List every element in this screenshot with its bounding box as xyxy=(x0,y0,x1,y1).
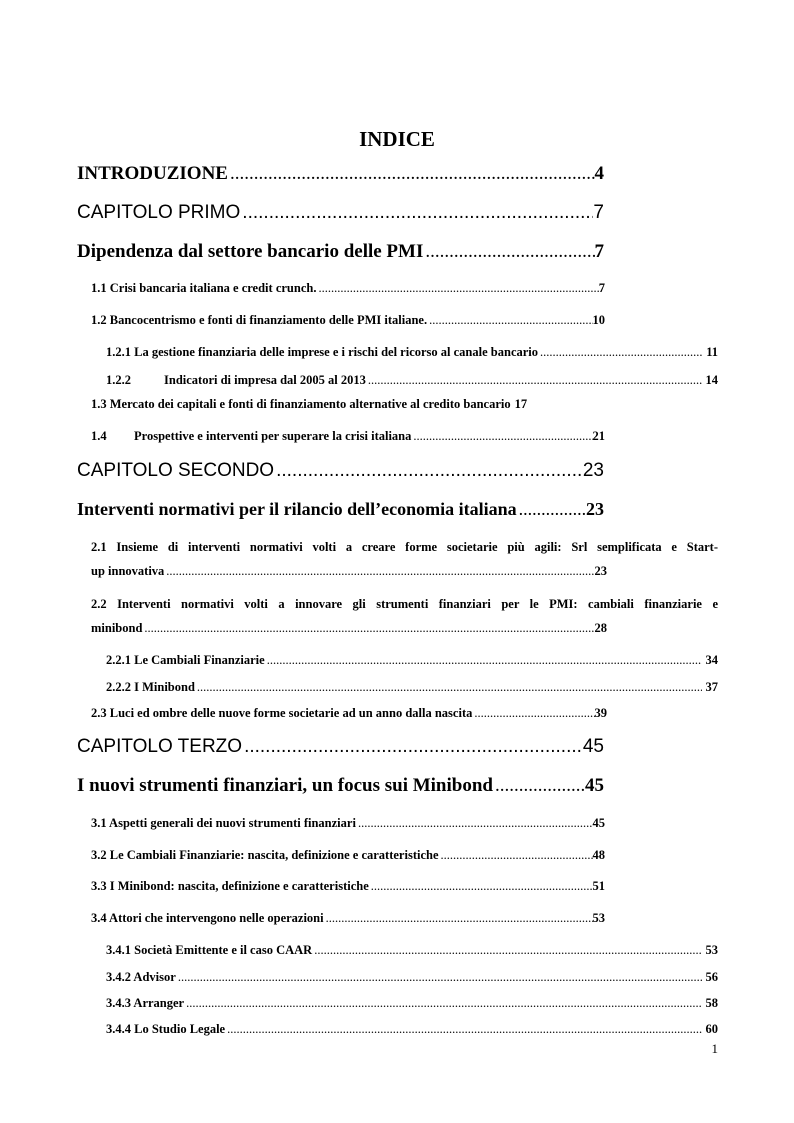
toc-page-number: 53 xyxy=(705,943,718,957)
toc-label: 3.2 Le Cambiali Finanziarie: nascita, definizione e caratteristiche xyxy=(91,848,439,862)
toc-label: 3.4.4 Lo Studio Legale xyxy=(106,1022,226,1036)
toc-entry-3-2[interactable] xyxy=(91,848,605,863)
toc-entry-1-2[interactable] xyxy=(91,313,605,328)
toc-entry-3-4-2[interactable] xyxy=(106,970,718,985)
toc-entry-2-1-line1[interactable]: 2.1 Insieme di interventi normativi volti a creare forme societarie più agili: Srl semplificata e Start- xyxy=(91,540,718,554)
toc-label: 1.2 Bancocentrismo e fonti di finanziamento delle PMI italiane. xyxy=(91,313,428,327)
toc-entry-capitolo-primo[interactable] xyxy=(77,202,604,224)
toc-page-number: 14 xyxy=(705,373,718,387)
toc-label: 3.4.1 Società Emittente e il caso CAAR xyxy=(106,943,313,957)
toc-entry-3-3[interactable] xyxy=(91,879,605,894)
toc-entry-3-1[interactable] xyxy=(91,816,605,831)
toc-label: 1.1 Crisi bancaria italiana e credit crunch. xyxy=(91,281,317,295)
toc-entry-2-2-2[interactable] xyxy=(106,680,718,695)
toc-leader xyxy=(474,706,594,721)
toc-number: 1.2.2 xyxy=(106,373,131,387)
toc-page-number: 39 xyxy=(594,706,607,720)
toc-page-number: 48 xyxy=(592,848,605,862)
toc-leader xyxy=(425,241,594,263)
toc-entry-1-2-2[interactable] xyxy=(106,373,718,388)
toc-leader xyxy=(368,373,702,388)
toc-leader xyxy=(227,1022,701,1037)
toc-label: Interventi normativi per il rilancio dell’economia italiana xyxy=(77,499,517,519)
toc-label: 1.3 Mercato dei capitali e fonti di finanziamento alternative al credito bancario xyxy=(91,397,511,411)
toc-entry-2-1[interactable] xyxy=(91,564,607,579)
toc-leader xyxy=(186,996,701,1011)
toc-leader xyxy=(358,816,593,831)
toc-page-number: 34 xyxy=(705,653,718,667)
toc-page-number: 10 xyxy=(592,313,605,327)
toc-page-number: 23 xyxy=(582,460,604,481)
toc-entry-3-4-1[interactable] xyxy=(106,943,718,958)
toc-entry-1-1[interactable] xyxy=(91,281,605,296)
page-number: 1 xyxy=(711,1041,718,1056)
toc-leader xyxy=(519,499,586,520)
toc-label: minibond xyxy=(91,621,143,635)
toc-label: 3.1 Aspetti generali dei nuovi strumenti finanziari xyxy=(91,816,356,830)
toc-leader xyxy=(166,564,594,579)
toc-label: CAPITOLO PRIMO xyxy=(77,202,241,223)
toc-label: 3.4 Attori che intervengono nelle operazioni xyxy=(91,911,324,925)
toc-leader xyxy=(540,345,702,360)
toc-label: CAPITOLO TERZO xyxy=(77,736,243,757)
toc-leader xyxy=(276,460,583,482)
toc-leader xyxy=(318,281,598,296)
toc-entry-2-2-1[interactable] xyxy=(106,653,718,668)
toc-label: up innovativa xyxy=(91,564,165,578)
toc-entry-3-4-3[interactable] xyxy=(106,996,718,1011)
toc-page-number: 21 xyxy=(592,429,605,443)
toc-page-number: 53 xyxy=(592,911,605,925)
toc-page-number: 23 xyxy=(586,499,604,519)
toc-page-number: 28 xyxy=(594,621,607,635)
toc-label: CAPITOLO SECONDO xyxy=(77,460,275,481)
toc-leader xyxy=(413,429,592,444)
toc-entry-2-2-line1[interactable]: 2.2 Interventi normativi volti a innovare gli strumenti finanziari per le PMI: cambiali finanziarie e xyxy=(91,597,718,611)
toc-label: Prospettive e interventi per superare la crisi italiana xyxy=(134,429,412,443)
toc-page-number: 23 xyxy=(594,564,607,578)
toc-leader xyxy=(326,911,593,926)
toc-entry-1-4[interactable] xyxy=(91,429,605,444)
toc-entry-interventi-normativi[interactable] xyxy=(77,499,604,520)
toc-entry-capitolo-terzo[interactable] xyxy=(77,736,604,758)
toc-page-number: 7 xyxy=(593,202,604,223)
toc-leader xyxy=(197,680,702,695)
toc-number: 1.4 xyxy=(91,429,107,443)
toc-label: INTRODUZIONE xyxy=(77,163,228,184)
toc-page-number: 56 xyxy=(705,970,718,984)
toc-label: 3.3 I Minibond: nascita, definizione e caratteristiche xyxy=(91,879,369,893)
toc-leader xyxy=(178,970,702,985)
toc-entry-1-2-1[interactable] xyxy=(106,345,718,360)
toc-leader xyxy=(230,163,595,185)
toc-label: 3.4.2 Advisor xyxy=(106,970,176,984)
toc-entry-2-2[interactable] xyxy=(91,621,607,636)
toc-label: 2.2.2 I Minibond xyxy=(106,680,195,694)
toc-entry-nuovi-strumenti[interactable] xyxy=(77,775,604,797)
toc-leader xyxy=(242,202,593,224)
toc-entry-capitolo-secondo[interactable] xyxy=(77,460,604,482)
toc-page-number: 7 xyxy=(598,281,605,295)
toc-entry-dipendenza[interactable] xyxy=(77,241,604,263)
toc-entry-introduzione[interactable] xyxy=(77,163,604,185)
toc-leader xyxy=(267,653,702,668)
toc-label: 2.2.1 Le Cambiali Finanziarie xyxy=(106,653,265,667)
toc-page-number: 60 xyxy=(705,1022,718,1036)
toc-page-number: 45 xyxy=(585,775,604,796)
toc-page-number: 37 xyxy=(705,680,718,694)
toc-label: 3.4.3 Arranger xyxy=(106,996,185,1010)
toc-leader xyxy=(244,736,583,758)
toc-leader xyxy=(144,621,594,636)
toc-label: Dipendenza dal settore bancario delle PMI xyxy=(77,241,424,262)
toc-page-number: 58 xyxy=(705,996,718,1010)
toc-page-number: 45 xyxy=(582,736,604,757)
toc-page-number: 51 xyxy=(592,879,605,893)
toc-label: 2.3 Luci ed ombre delle nuove forme societarie ad un anno dalla nascita xyxy=(91,706,473,720)
toc-entry-3-4[interactable] xyxy=(91,911,605,926)
toc-leader xyxy=(441,848,593,863)
toc-entry-2-3[interactable] xyxy=(91,706,607,721)
toc-page-number: 17 xyxy=(514,397,528,411)
toc-entry-3-4-4[interactable] xyxy=(106,1022,718,1037)
toc-page-number: 45 xyxy=(592,816,605,830)
toc-leader xyxy=(495,775,585,797)
toc-label: I nuovi strumenti finanziari, un focus sui Minibond xyxy=(77,775,493,796)
toc-entry-1-3[interactable] xyxy=(91,397,609,412)
toc-leader xyxy=(314,943,701,958)
toc-label: Indicatori di impresa dal 2005 al 2013 xyxy=(164,373,366,387)
toc-leader xyxy=(371,879,593,894)
toc-page-number: 7 xyxy=(594,241,604,262)
page-title: INDICE xyxy=(359,127,435,151)
toc-page-number: 11 xyxy=(706,345,718,359)
toc-label: 1.2.1 La gestione finanziaria delle imprese e i rischi del ricorso al canale bancario xyxy=(106,345,539,359)
toc-page-number: 4 xyxy=(594,163,604,184)
toc-leader xyxy=(429,313,592,328)
